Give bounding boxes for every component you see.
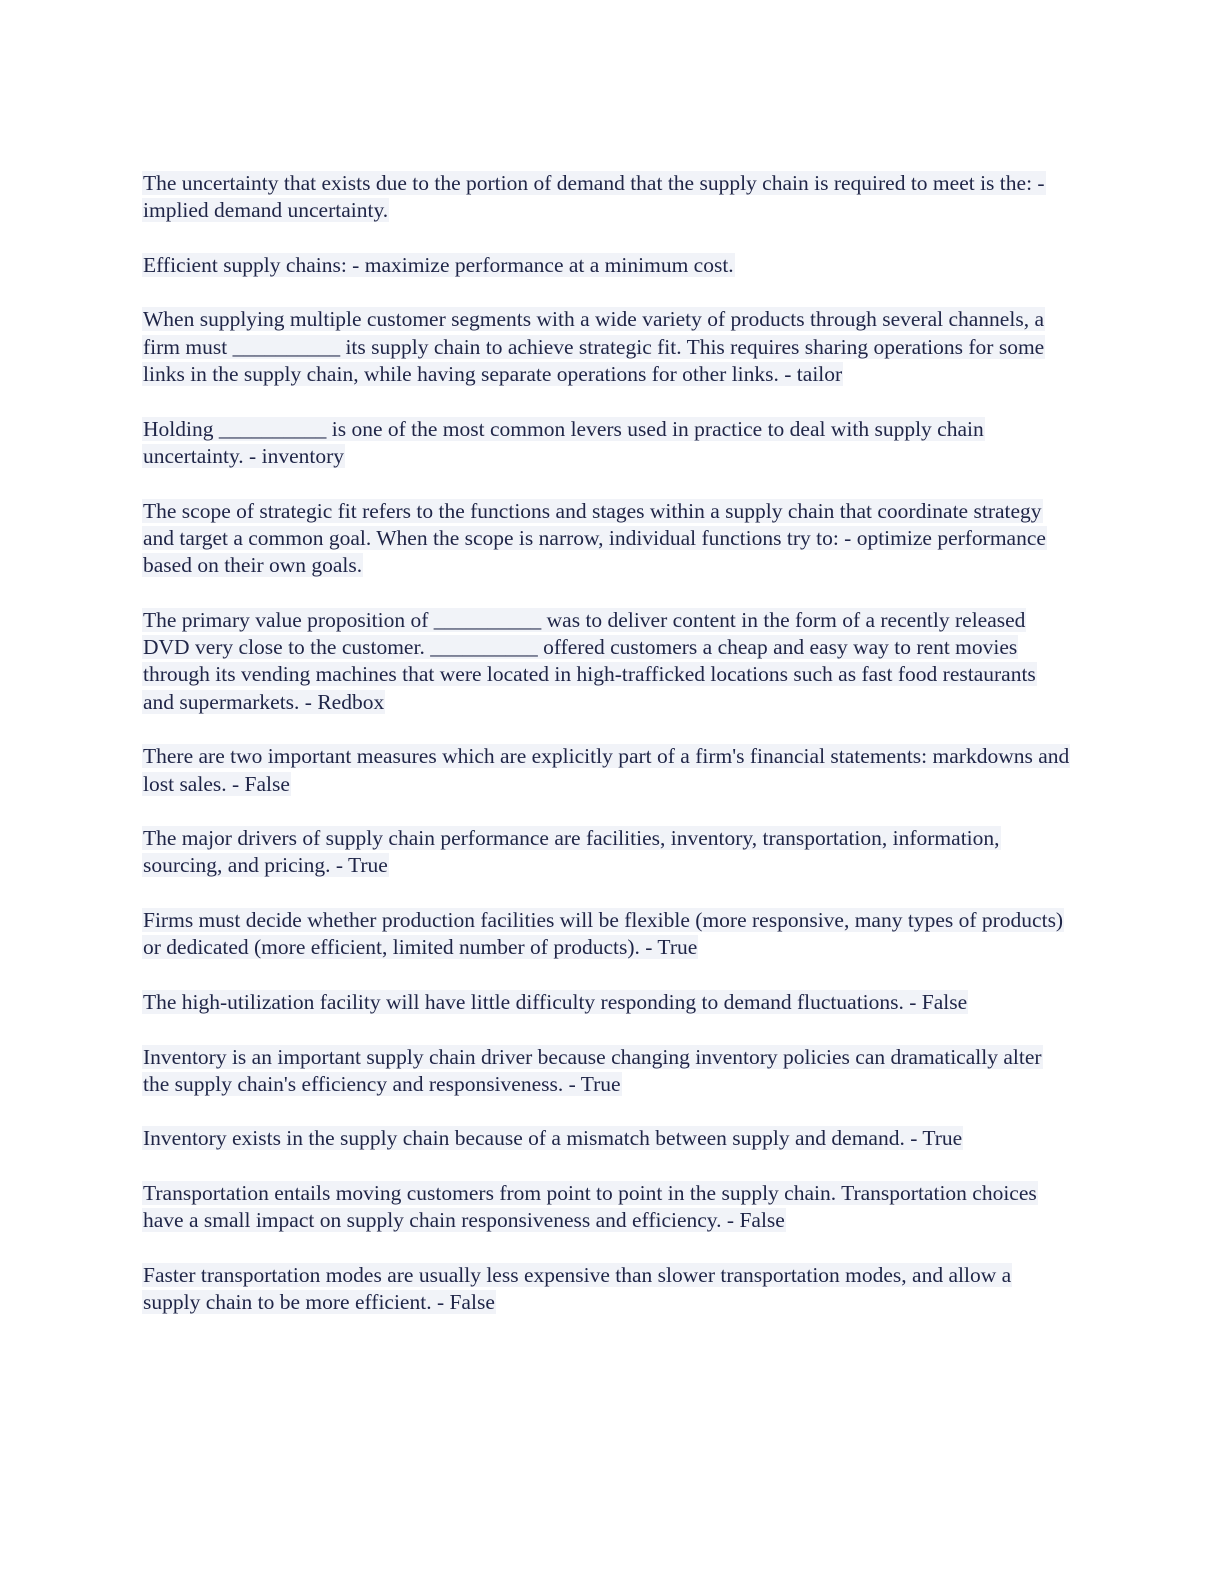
flashcard-text: Firms must decide whether production facilities will be flexible (more responsive, many types of products) or dedicated (more efficient, limited number of products). - True: [143, 908, 1064, 960]
flashcard-text: There are two important measures which are explicitly part of a firm's financial statements: markdowns and lost sales. - False: [143, 744, 1070, 796]
flashcard-text: Faster transportation modes are usually less expensive than slower transportation modes, and allow a supply chain to be more efficient. - False: [143, 1262, 1012, 1315]
flashcard-list: [142, 170, 1072, 1344]
flashcard-text: The primary value proposition of __________ was to deliver content in the form of a recently released DVD very close to the customer. __________ offered customers a cheap and easy way to rent movies through its vending machines that were located in high-trafficked locations such as fast food restaurants and supermarkets. - Redbox: [143, 607, 1036, 714]
flashcard-item: [142, 825, 1072, 880]
flashcard-text: The scope of strategic fit refers to the functions and stages within a supply chain that coordinate strategy and target a common goal. When the scope is narrow, individual functions try to: - optimize performance based on their own goals.: [143, 498, 1046, 578]
flashcard-text: Inventory is an important supply chain driver because changing inventory policies can dramatically alter the supply chain's efficiency and responsiveness. - True: [143, 1044, 1042, 1096]
flashcard-text: The major drivers of supply chain performance are facilities, inventory, transportation, information, sourcing, and pricing. - True: [143, 826, 1000, 878]
flashcard-text: When supplying multiple customer segments with a wide variety of products through several channels, a firm must __________ its supply chain to achieve strategic fit. This requires sharing operations for some links in the supply chain, while having separate operations for other links. - tailor: [143, 307, 1045, 387]
flashcard-item: [142, 306, 1072, 388]
flashcard-item: [142, 1044, 1072, 1099]
flashcard-item: [142, 416, 1072, 471]
flashcard-item: [142, 1262, 1072, 1317]
flashcard-item: [142, 1180, 1072, 1235]
flashcard-text: The high-utilization facility will have little difficulty responding to demand fluctuations. - False: [143, 989, 968, 1014]
flashcard-text: Inventory exists in the supply chain because of a mismatch between supply and demand. - True: [143, 1126, 963, 1151]
flashcard-item: [142, 907, 1072, 962]
flashcard-item: [142, 170, 1072, 225]
flashcard-item: [142, 1125, 1072, 1152]
flashcard-item: [142, 743, 1072, 798]
flashcard-item: [142, 989, 1072, 1016]
flashcard-text: Efficient supply chains: - maximize performance at a minimum cost.: [143, 252, 734, 277]
flashcard-item: [142, 498, 1072, 580]
flashcard-text: Holding __________ is one of the most common levers used in practice to deal with supply chain uncertainty. - inventory: [143, 416, 984, 468]
flashcard-item: [142, 607, 1072, 716]
flashcard-text: Transportation entails moving customers from point to point in the supply chain. Transportation choices have a small impact on supply chain responsiveness and efficiency. - False: [143, 1180, 1037, 1233]
flashcard-item: [142, 252, 1072, 279]
flashcard-text: The uncertainty that exists due to the portion of demand that the supply chain is required to meet is the: - implied demand uncertainty.: [143, 171, 1045, 223]
